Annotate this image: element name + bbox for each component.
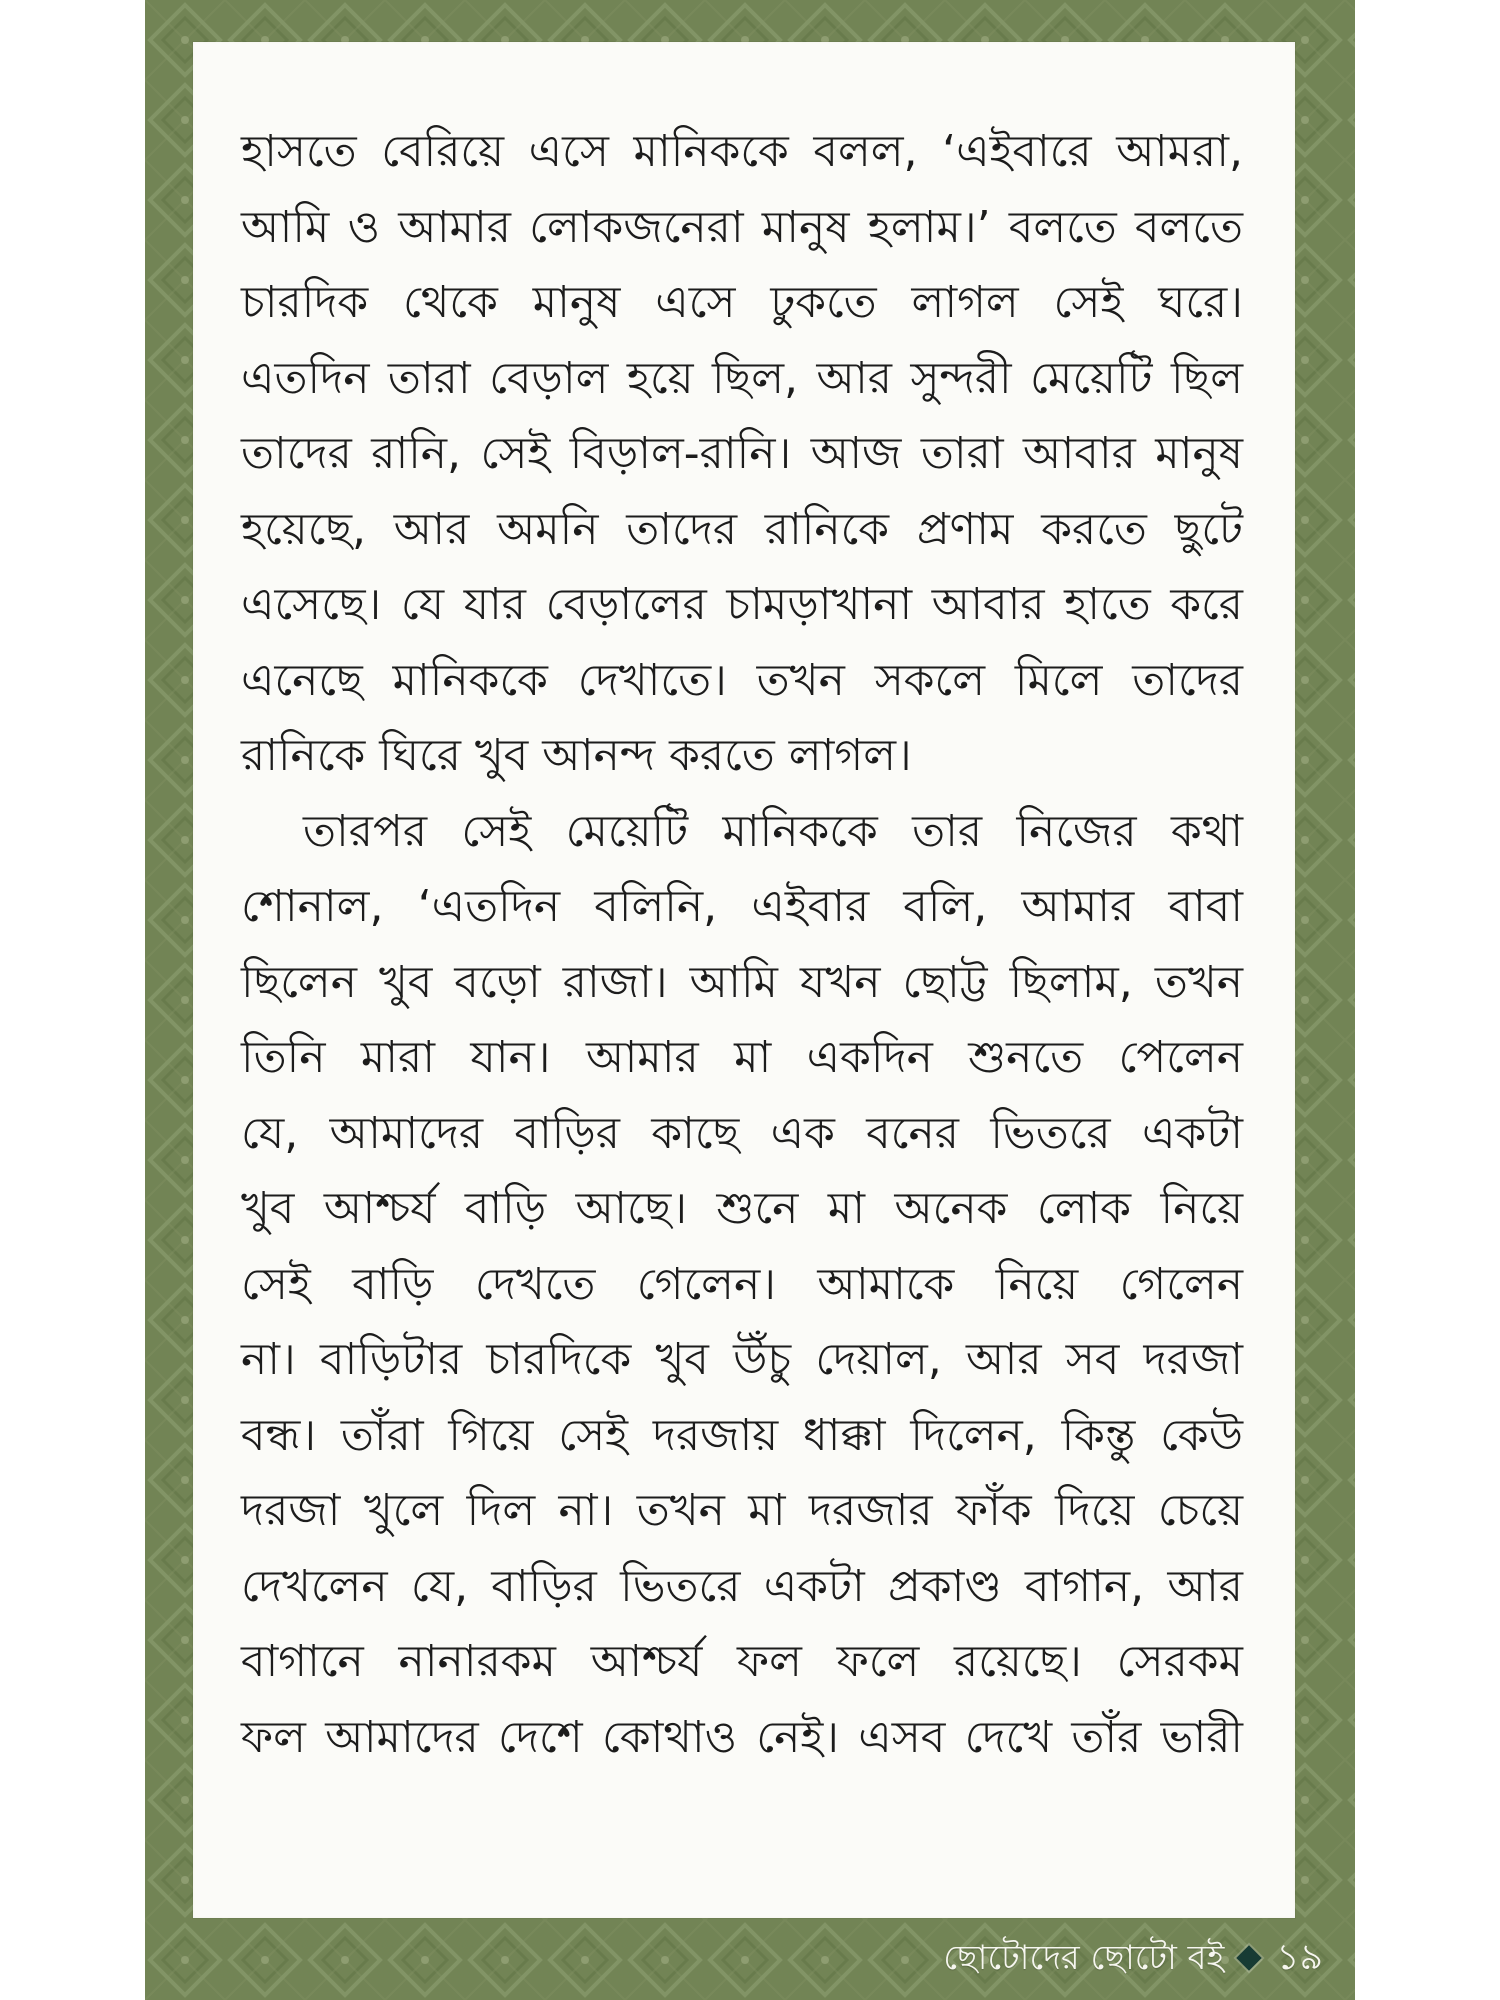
text-line: বন্ধ। তাঁরা গিয়ে সেই দরজায় ধাক্কা দিলেন, কিন্তু কেউ xyxy=(241,1409,1243,1461)
paragraph-first-line: তারপর সেই মেয়েটি মানিককে তার নিজের কথা xyxy=(303,805,1243,857)
text-line: তাদের রানি, সেই বিড়াল-রানি। আজ তারা আবার মানুষ xyxy=(241,428,1243,479)
text-line: আমি ও আমার লোকজনেরা মানুষ হলাম।’ বলতে বলতে xyxy=(241,201,1243,253)
text-line: হয়েছে, আর অমনি তাদের রানিকে প্রণাম করতে ছুটে xyxy=(241,503,1243,555)
text-line: চারদিক থেকে মানুষ এসে ঢুকতে লাগল সেই ঘরে। xyxy=(241,277,1243,328)
text-line: এসেছে। যে যার বেড়ালের চামড়াখানা আবার হাতে করে xyxy=(241,579,1243,630)
text-line: রানিকে ঘিরে খুব আনন্দ করতে লাগল। xyxy=(241,730,912,781)
text-line: এনেছে মানিককে দেখাতে। তখন সকলে মিলে তাদের xyxy=(241,654,1243,706)
text-line: ছিলেন খুব বড়ো রাজা। আমি যখন ছোট্ট ছিলাম, তখন xyxy=(241,956,1243,1008)
page-number: ১৯ xyxy=(1276,1937,1323,1978)
text-line: বাগানে নানারকম আশ্চর্য ফল ফলে রয়েছে। সেরকম xyxy=(241,1636,1243,1687)
page-footer xyxy=(943,1928,1323,1988)
text-line: সেই বাড়ি দেখতে গেলেন। আমাকে নিয়ে গেলেন xyxy=(241,1258,1243,1310)
text-line: দেখলেন যে, বাড়ির ভিতরে একটা প্রকাণ্ড বাগান, আর xyxy=(241,1560,1243,1612)
text-line: দরজা খুলে দিল না। তখন মা দরজার ফাঁক দিয়ে চেয়ে xyxy=(241,1485,1243,1536)
text-line: তিনি মারা যান। আমার মা একদিন শুনতে পেলেন xyxy=(241,1032,1243,1083)
text-line: শোনাল, ‘এতদিন বলিনি, এইবার বলি, আমার বাবা xyxy=(241,881,1243,932)
text-line: এতদিন তারা বেড়াল হয়ে ছিল, আর সুন্দরী মেয়েটি ছিল xyxy=(241,352,1243,404)
green-patterned-page-border xyxy=(145,0,1355,2000)
story-text-panel xyxy=(193,42,1295,1918)
text-line: না। বাড়িটার চারদিকে খুব উঁচু দেয়াল, আর সব দরজা xyxy=(241,1334,1243,1385)
text-line: যে, আমাদের বাড়ির কাছে এক বনের ভিতরে একটা xyxy=(241,1107,1243,1159)
text-line: ফল আমাদের দেশে কোথাও নেই। এসব দেখে তাঁর ভারী xyxy=(241,1711,1243,1763)
story-text xyxy=(241,114,1243,1775)
book-title: ছোটোদের ছোটো বই xyxy=(943,1938,1225,1978)
text-line: হাসতে বেরিয়ে এসে মানিককে বলল, ‘এইবারে আমরা, xyxy=(241,126,1243,177)
text-line: খুব আশ্চর্য বাড়ি আছে। শুনে মা অনেক লোক নিয়ে xyxy=(241,1183,1243,1234)
diamond-icon xyxy=(1237,1945,1262,1970)
